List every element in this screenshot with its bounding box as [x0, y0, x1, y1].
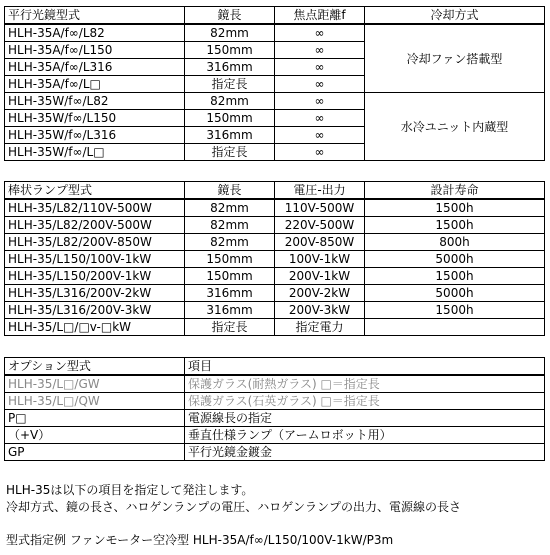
- table-row: [5, 427, 545, 444]
- lamp-voltage: 110V-500W: [275, 199, 365, 217]
- option-item: 平行光鏡金鍍金: [185, 444, 545, 461]
- lamp-life: 5000h: [365, 251, 545, 268]
- lamp-length: 82mm: [185, 199, 275, 217]
- header-cooling: 冷却方式: [365, 7, 545, 25]
- lamp-model: HLH-35/L150/200V-1kW: [5, 268, 185, 285]
- lamp-life: 5000h: [365, 285, 545, 302]
- mirror-length: 316mm: [185, 59, 275, 76]
- mirror-focal: ∞: [275, 59, 365, 76]
- option-model: GP: [5, 444, 185, 461]
- mirror-focal: ∞: [275, 127, 365, 144]
- lamp-length: 82mm: [185, 217, 275, 234]
- mirror-model: HLH-35W/f∞/L316: [5, 127, 185, 144]
- header-lamp-model: 棒状ランプ型式: [5, 182, 185, 200]
- lamp-life: [365, 319, 545, 336]
- mirror-focal: ∞: [275, 76, 365, 93]
- mirror-length: 150mm: [185, 42, 275, 59]
- option-table-header: [5, 358, 545, 376]
- option-item: 保護ガラス(石英ガラス) □＝指定長: [185, 393, 545, 410]
- lamp-length: 316mm: [185, 285, 275, 302]
- mirror-model: HLH-35W/f∞/L82: [5, 93, 185, 110]
- table-row: [5, 268, 545, 285]
- mirror-table-header: [5, 7, 545, 25]
- lamp-voltage: 200V-1kW: [275, 268, 365, 285]
- option-model: （+V）: [5, 427, 185, 444]
- header-focal: 焦点距離f: [275, 7, 365, 25]
- lamp-model: HLH-35/L82/110V-500W: [5, 199, 185, 217]
- table-row: [5, 319, 545, 336]
- option-model: HLH-35/L□/GW: [5, 375, 185, 393]
- table-row: [5, 251, 545, 268]
- header-life: 設計寿命: [365, 182, 545, 200]
- table-row: [5, 410, 545, 427]
- mirror-length: 150mm: [185, 110, 275, 127]
- mirror-length: 82mm: [185, 93, 275, 110]
- lamp-length: 82mm: [185, 234, 275, 251]
- option-model: HLH-35/L□/QW: [5, 393, 185, 410]
- mirror-model: HLH-35A/f∞/L150: [5, 42, 185, 59]
- lamp-model: HLH-35/L82/200V-850W: [5, 234, 185, 251]
- mirror-focal: ∞: [275, 110, 365, 127]
- lamp-length: 150mm: [185, 268, 275, 285]
- mirror-focal: ∞: [275, 42, 365, 59]
- lamp-model: HLH-35/L150/100V-1kW: [5, 251, 185, 268]
- table-row: [5, 375, 545, 393]
- mirror-focal: ∞: [275, 93, 365, 110]
- option-item: 垂直仕様ランプ（アームロボット用）: [185, 427, 545, 444]
- header-option-model: オプション型式: [5, 358, 185, 376]
- lamp-life: 800h: [365, 234, 545, 251]
- lamp-voltage: 200V-3kW: [275, 302, 365, 319]
- option-item: 保護ガラス(耐熱ガラス) □＝指定長: [185, 375, 545, 393]
- lamp-length: 指定長: [185, 319, 275, 336]
- lamp-life: 1500h: [365, 199, 545, 217]
- lamp-voltage: 220V-500W: [275, 217, 365, 234]
- lamp-model: HLH-35/L316/200V-3kW: [5, 302, 185, 319]
- table-row: [5, 217, 545, 234]
- table-row: [5, 24, 545, 42]
- table-row: [5, 199, 545, 217]
- lamp-voltage: 200V-2kW: [275, 285, 365, 302]
- order-note-items: 冷却方式、鏡の長さ、ハロゲンランプの電圧、ハロゲンランプの出力、電源線の長さ: [6, 500, 462, 514]
- lamp-voltage: 200V-850W: [275, 234, 365, 251]
- mirror-length: 316mm: [185, 127, 275, 144]
- header-option-item: 項目: [185, 358, 545, 376]
- table-row: [5, 285, 545, 302]
- lamp-length: 150mm: [185, 251, 275, 268]
- lamp-model: HLH-35/L82/200V-500W: [5, 217, 185, 234]
- mirror-model: HLH-35A/f∞/L82: [5, 24, 185, 42]
- mirror-length: 指定長: [185, 76, 275, 93]
- header-voltage: 電圧-出力: [275, 182, 365, 200]
- mirror-focal: ∞: [275, 24, 365, 42]
- lamp-voltage: 100V-1kW: [275, 251, 365, 268]
- option-model: P□: [5, 410, 185, 427]
- order-note-intro: HLH-35は以下の項目を指定して発注します。: [6, 483, 254, 497]
- table-row: [5, 444, 545, 461]
- mirror-model: HLH-35W/f∞/L□: [5, 144, 185, 161]
- cooling-water: 水冷ユニット内蔵型: [365, 93, 545, 161]
- lamp-model: HLH-35/L□/□v-□kW: [5, 319, 185, 336]
- mirror-length: 82mm: [185, 24, 275, 42]
- lamp-table-header: [5, 182, 545, 200]
- lamp-model: HLH-35/L316/200V-2kW: [5, 285, 185, 302]
- header-mirror-model: 平行光鏡型式: [5, 7, 185, 25]
- cooling-fan: 冷却ファン搭載型: [365, 24, 545, 93]
- header-length: 鏡長: [185, 7, 275, 25]
- mirror-spec-table: [4, 6, 545, 161]
- table-row: [5, 393, 545, 410]
- lamp-life: 1500h: [365, 217, 545, 234]
- mirror-model: HLH-35A/f∞/L□: [5, 76, 185, 93]
- table-row: [5, 93, 545, 110]
- table-row: [5, 234, 545, 251]
- lamp-life: 1500h: [365, 302, 545, 319]
- mirror-focal: ∞: [275, 144, 365, 161]
- header-length: 鏡長: [185, 182, 275, 200]
- option-item: 電源線長の指定: [185, 410, 545, 427]
- option-table: [4, 357, 545, 461]
- lamp-life: 1500h: [365, 268, 545, 285]
- mirror-length: 指定長: [185, 144, 275, 161]
- lamp-length: 316mm: [185, 302, 275, 319]
- table-row: [5, 302, 545, 319]
- model-example: 型式指定例 ファンモーター空冷型 HLH-35A/f∞/L150/100V-1kW/P3m: [6, 533, 394, 547]
- lamp-voltage: 指定電力: [275, 319, 365, 336]
- lamp-spec-table: [4, 181, 545, 336]
- mirror-model: HLH-35A/f∞/L316: [5, 59, 185, 76]
- mirror-model: HLH-35W/f∞/L150: [5, 110, 185, 127]
